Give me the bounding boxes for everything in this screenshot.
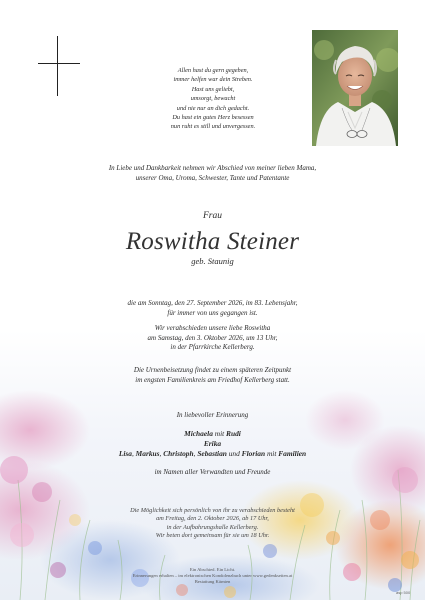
viewing-line: am Freitag, den 2. Oktober 2026, ab 17 Uhr,	[156, 515, 269, 523]
farewell-line: in der Pfarrkirche Kellerberg.	[170, 343, 255, 352]
urn-line: im engsten Familienkreis am Friedhof Kellerberg statt.	[135, 375, 290, 384]
footer-line: Bestattung Kärnten	[194, 578, 231, 584]
family-connector: ,	[159, 449, 164, 459]
memory-heading: In liebevoller Erinnerung	[176, 411, 249, 419]
family-line	[0, 429, 425, 439]
family-connector: und	[226, 449, 242, 459]
deceased-name: Roswitha Steiner	[125, 228, 300, 255]
urn-line: Die Urnenbeisetzung findet zu einem späteren Zeitpunkt	[133, 366, 292, 374]
family-member-name: Sebastian	[197, 449, 227, 459]
birth-name: geb. Staunig	[191, 256, 234, 266]
death-line: für immer von uns gegangen ist.	[167, 308, 258, 317]
family-member-name: Rudi	[226, 429, 241, 438]
family-member-name: Florian	[241, 449, 266, 459]
poem	[148, 66, 278, 132]
family-line	[0, 439, 425, 449]
farewell-line: am Samstag, den 3. Oktober 2026, um 13 Uhr,	[147, 333, 278, 342]
poem-line: Hast uns geliebt,	[191, 85, 235, 93]
footer-line: Ein Abschied. Ein Licht.	[189, 567, 236, 572]
portrait-illustration	[312, 30, 398, 146]
family-member-name: Lisa	[118, 449, 132, 459]
cross-icon	[38, 36, 80, 96]
family-line	[0, 449, 425, 459]
farewell-line: Wir verabschieden unsere liebe Roswitha	[154, 324, 271, 332]
death-line: die am Sonntag, den 27. September 2026, im 83. Lebensjahr,	[127, 299, 298, 307]
poem-line: nun ruht es still und unvergessen.	[170, 123, 256, 131]
family-member-name: Markus	[135, 449, 160, 459]
intro-line: In Liebe und Dankbarkeit nehmen wir Abschied von meiner lieben Mama,	[108, 164, 317, 172]
poem-line: immer helfen war dein Streben.	[173, 76, 253, 84]
urn-burial-notice	[0, 366, 425, 385]
poem-line: Allen hast du gern gegeben,	[177, 67, 249, 74]
funeral-home-footer	[0, 567, 425, 584]
family-connector: mit	[212, 429, 227, 438]
family-member-name: Erika	[203, 439, 222, 449]
family-member-name: Christoph	[163, 449, 194, 459]
family-connector: ,	[131, 449, 136, 459]
viewing-line: Die Möglichkeit sich persönlich von ihr zu verabschieden besteht	[130, 507, 295, 514]
family-connector: mit	[265, 449, 279, 459]
poem-line: und nie nur an dich gedacht.	[176, 104, 250, 112]
intro-text	[0, 163, 425, 183]
poem-line: Du hast ein gutes Herz besessen	[172, 114, 254, 122]
intro-line: unserer Oma, Uroma, Schwester, Tante und Patentante	[135, 174, 290, 183]
portrait-photo	[312, 30, 398, 146]
relatives-text: im Namen aller Verwandten und Freunde	[154, 468, 271, 476]
footer-line: Erinnerungen erhalten – im elektronischen Kondolenzbuch unter www.gedenkseiten.at	[132, 572, 293, 578]
family-member-name: Familien	[278, 449, 307, 459]
poem-line: umsorgt, bewacht	[190, 95, 236, 103]
farewell-details	[0, 324, 425, 353]
family-connector: ,	[193, 449, 198, 459]
death-notice	[0, 299, 425, 318]
reference-code: asp 500	[396, 590, 411, 595]
family-names	[0, 429, 425, 460]
viewing-line: in der Aufbahrungshalle Kellerberg.	[166, 523, 259, 531]
family-member-name: Michaela	[184, 429, 213, 438]
viewing-line: Wir beten dort gemeinsam für sie um 18 Uhr.	[155, 532, 270, 540]
salutation: Frau	[203, 211, 222, 221]
viewing-notice	[0, 507, 425, 541]
